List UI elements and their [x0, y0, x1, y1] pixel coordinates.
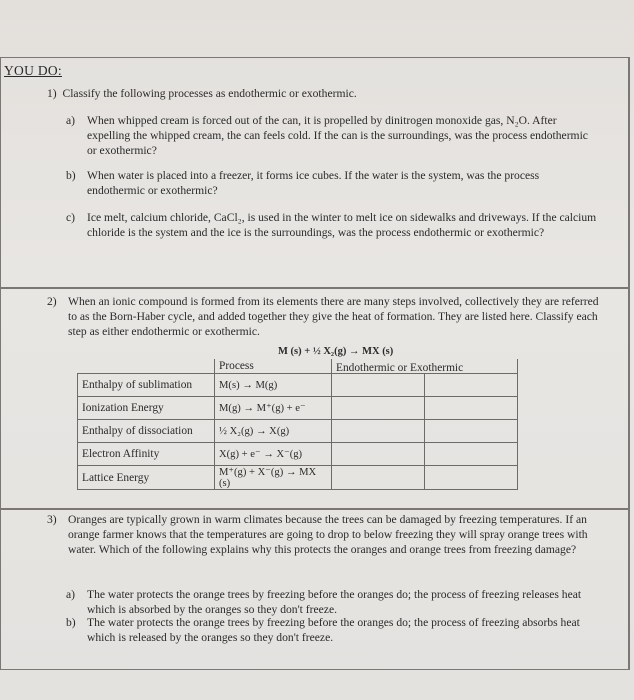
step-process: ½ X₂(g) → X(g) — [215, 420, 332, 443]
question-1b-label: b) — [66, 169, 76, 182]
question-1-label: 1) — [47, 87, 57, 100]
answer-cell[interactable] — [332, 466, 425, 490]
question-1b-text: When water is placed into a freezer, it forms ice cubes. If the water is the system, was the process endothermic or exothermic? — [87, 169, 540, 197]
table-header-blank — [78, 359, 215, 374]
question-1b — [66, 168, 596, 198]
question-1a-label: a) — [66, 114, 76, 127]
question-1c — [66, 210, 606, 240]
section-heading: YOU DO: — [4, 63, 62, 78]
answer-cell-extra[interactable] — [425, 466, 518, 490]
table-row — [78, 397, 518, 420]
question-2-text: When an ionic compound is formed from its elements there are many steps involved, collectively they are referred to as the Born-Haber cycle, and added together they give the heat of formation. They are listed here. Classify each step as either endothermic or exothermic. — [68, 295, 599, 338]
step-name: Enthalpy of sublimation — [78, 374, 215, 397]
answer-cell[interactable] — [332, 397, 425, 420]
step-process: M(g) → M⁺(g) + e⁻ — [215, 397, 332, 420]
step-process: M⁺(g) + X⁻(g) → MX (s) — [215, 466, 332, 490]
table-row — [78, 443, 518, 466]
question-1c-label: c) — [66, 211, 76, 224]
question-1 — [47, 86, 357, 101]
step-name: Enthalpy of dissociation — [78, 420, 215, 443]
answer-cell[interactable] — [332, 443, 425, 466]
answer-cell-extra[interactable] — [425, 443, 518, 466]
table-row — [78, 420, 518, 443]
question-3-option-b[interactable] — [66, 615, 606, 645]
option-a-text: The water protects the orange trees by freezing before the oranges do; the process of freezing releases heat which is absorbed by the oranges so they don't freeze. — [87, 588, 582, 616]
question-1-text: Classify the following processes as endothermic or exothermic. — [62, 87, 357, 100]
question-2 — [47, 294, 607, 339]
option-b-label: b) — [66, 616, 76, 629]
answer-cell-extra[interactable] — [425, 397, 518, 420]
question-3-text: Oranges are typically grown in warm climates because the trees can be damaged by freezing temperatures. If an orange farmer knows that the temperatures are going to drop to below freezing they will spray orange trees with water. Which of the following explains why this protects the oranges and orange trees from freezing damage? — [68, 513, 588, 556]
question-3 — [47, 512, 612, 557]
question-3-option-a[interactable] — [66, 587, 606, 617]
step-process: X(g) + e⁻ → X⁻(g) — [215, 443, 332, 466]
option-b-text: The water protects the orange trees by freezing before the oranges do; the process of freezing absorbs heat which is released by the oranges so they don't freeze. — [87, 616, 580, 644]
question-3-label: 3) — [47, 513, 57, 526]
overall-reaction: M (s) + ½ X₂(g) → MX (s) — [278, 346, 394, 357]
answer-cell[interactable] — [332, 374, 425, 397]
table-header-class-right — [425, 359, 518, 374]
answer-cell-extra[interactable] — [425, 374, 518, 397]
table-header-process: Process — [215, 359, 332, 374]
table-header-row — [78, 359, 518, 374]
question-1a-text: When whipped cream is forced out of the can, it is propelled by dinitrogen monoxide gas, N₂O. After expelling the whipped cream, the can feels cold. If the can is the surroundings, was the process endothermic or exothermic? — [87, 114, 588, 157]
step-process: M(s) → M(g) — [215, 374, 332, 397]
step-name: Lattice Energy — [78, 466, 215, 490]
answer-cell-extra[interactable] — [425, 420, 518, 443]
table-row — [78, 466, 518, 490]
born-haber-table — [77, 359, 518, 490]
step-name: Ionization Energy — [78, 397, 215, 420]
option-a-label: a) — [66, 588, 76, 601]
table-row — [78, 374, 518, 397]
question-2-label: 2) — [47, 295, 57, 308]
question-1a — [66, 113, 596, 158]
table-header-class-left — [332, 359, 425, 374]
answer-cell[interactable] — [332, 420, 425, 443]
classification-header: Endothermic or Exothermic — [336, 362, 464, 374]
question-1c-text: Ice melt, calcium chloride, CaCl₂, is used in the winter to melt ice on sidewalks and driveways. If the calcium chloride is the system and the ice is the surroundings, was the process endothermic or exothermic? — [87, 211, 597, 239]
step-name: Electron Affinity — [78, 443, 215, 466]
